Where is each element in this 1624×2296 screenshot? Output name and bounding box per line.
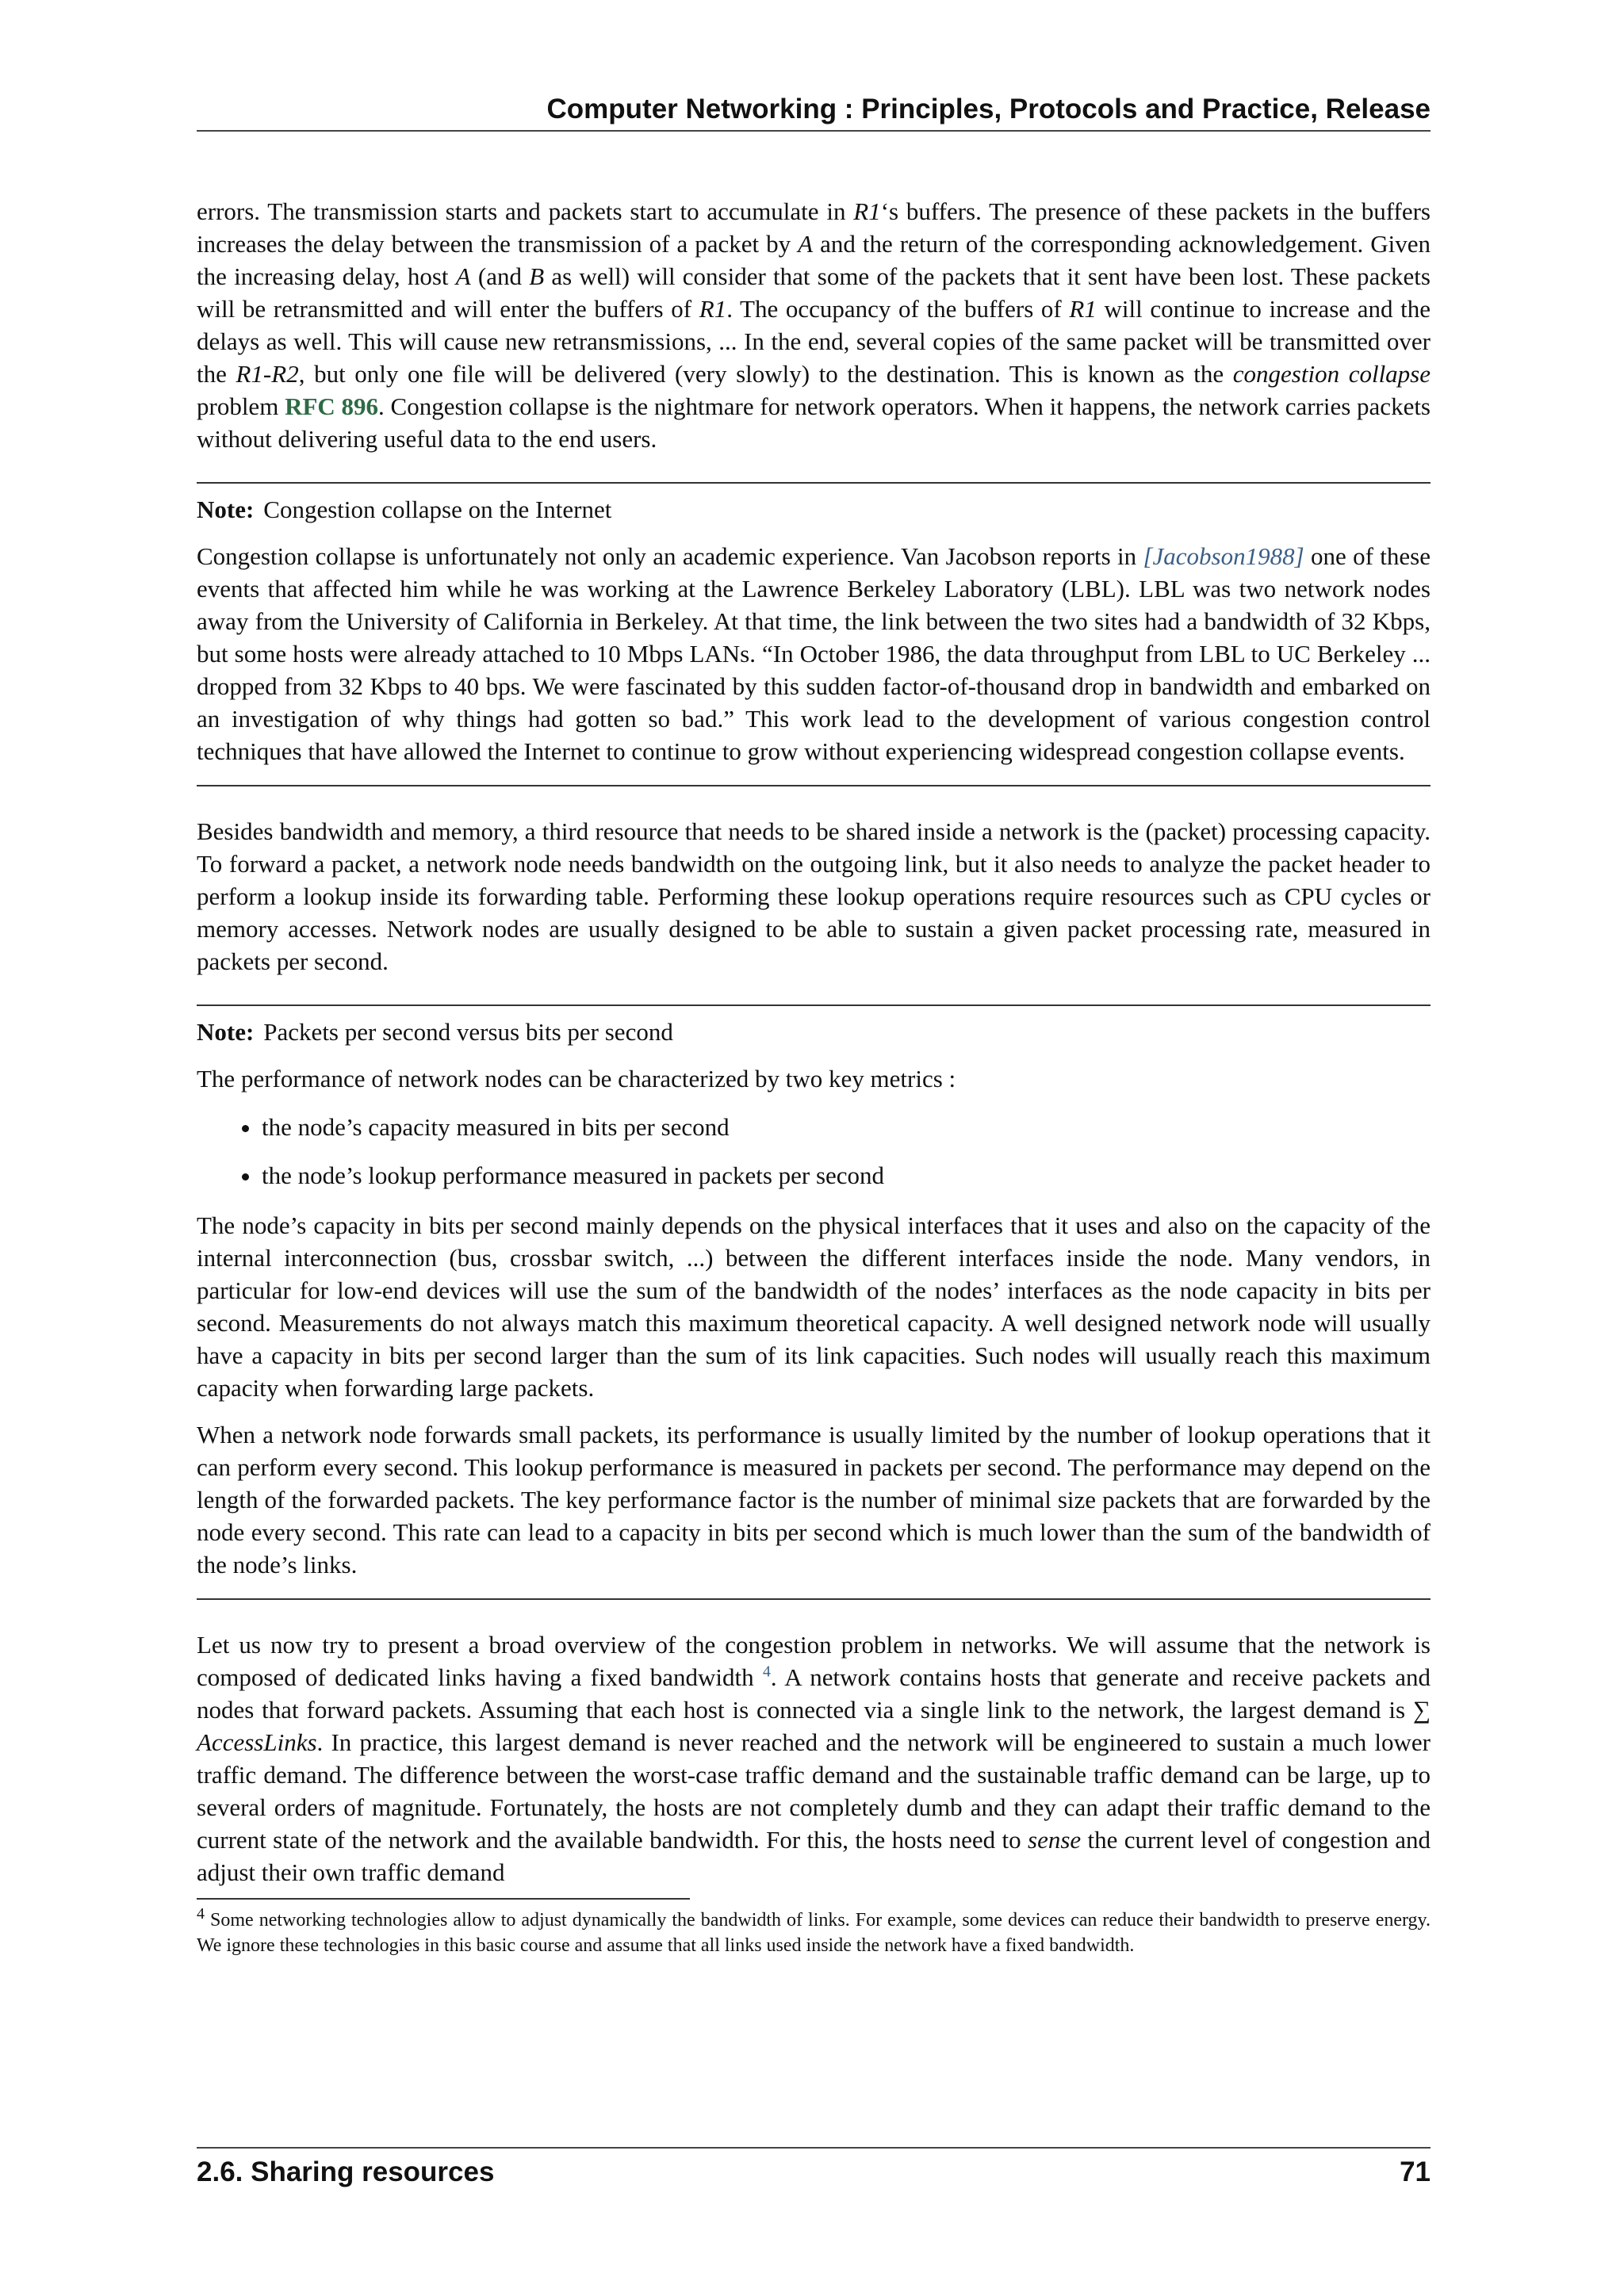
footnote-number: 4 xyxy=(197,1905,205,1923)
host-name: B xyxy=(529,262,545,290)
note-intro: The performance of network nodes can be characterized by two key metrics : xyxy=(197,1065,956,1093)
router-name: R1 xyxy=(699,295,727,323)
footnote-divider xyxy=(197,1898,690,1900)
text: . Congestion collapse is the nightmare for network operators. When it happens, the network carries packets without delivering useful data to the end users. xyxy=(197,392,1431,453)
text: problem xyxy=(197,392,285,420)
text: and the return of the corresponding acknowledgement. Given the increasing delay, host xyxy=(197,230,1431,290)
emphasis: sense xyxy=(1028,1826,1082,1854)
text: (and xyxy=(470,262,530,290)
host-name: A xyxy=(798,230,814,258)
note-label: Note: xyxy=(197,496,255,523)
math-expression: ∑ AccessLinks xyxy=(197,1696,1431,1756)
note-title xyxy=(197,1016,1431,1048)
paragraph-processing-capacity: Besides bandwidth and memory, a third resource that needs to be shared inside a network is the (packet) processing capacity. To forward a packet, a network node needs bandwidth on the outgoing link, but it also needs to analyze the packet header to perform a lookup inside its forwarding table. Performing these lookup operations require resources such as CPU cycles or memory accesses. Network nodes are usually designed to be able to sustain a given packet processing rate, measured in packets per second. xyxy=(197,817,1431,975)
running-footer xyxy=(197,2147,1431,2191)
emphasis: congestion collapse xyxy=(1232,360,1431,388)
page-number: 71 xyxy=(1400,2156,1431,2187)
text: one of these events that affected him while he was working at the Lawrence Berkeley Laboratory (LBL). LBL was two network nodes away from the University of California in Berkeley. At that time, the link between the two sites had a bandwidth of 32 Kbps, but some hosts were already attached to 10 Mbps LANs. “In October 1986, the data throughput from LBL to UC Berkeley ... dropped from 32 Kbps to 40 bps. We were fascinated by this sudden factor-of-thousand drop in bandwidth and embarked on an investigation of why things had gotten so bad.” This work lead to the development of various congestion control techniques that have allowed the Internet to continue to grow without experiencing widespread congestion collapse events. xyxy=(197,542,1431,765)
text: Let us now try to present a broad overview of the congestion problem in networks. We will assume that the network is composed of dedicated links having a fixed bandwidth xyxy=(197,1631,1431,1691)
router-name: R1 xyxy=(1069,295,1097,323)
rfc-link[interactable]: RFC 896 xyxy=(285,392,379,420)
host-name: A xyxy=(455,262,471,290)
paragraph-congestion-overview xyxy=(197,1628,1431,1888)
text: errors. The transmission starts and packets start to accumulate in xyxy=(197,197,854,225)
metrics-list xyxy=(197,1111,1431,1192)
note-label: Note: xyxy=(197,1018,255,1046)
router-name: R1 xyxy=(853,197,881,225)
text: ‘s buffers. The presence of these packets in the buffers increases the delay between the transmission of a packet by xyxy=(197,197,1431,258)
footnote xyxy=(197,1905,1431,1958)
note-box-congestion xyxy=(197,482,1431,786)
text: . A network contains hosts that generate and receive packets and nodes that forward packets. Assuming that each host is connected via a single link to the network, the largest demand is xyxy=(197,1663,1431,1724)
list-item: • the node’s lookup performance measured in packets per second xyxy=(262,1159,1431,1192)
paragraph-congestion-collapse xyxy=(197,195,1431,455)
text: Congestion collapse is unfortunately not only an academic experience. Van Jacobson reports in xyxy=(197,542,1143,570)
text: , but only one file will be delivered (very slowly) to the destination. This is known as the xyxy=(298,360,1233,388)
text: . In practice, this largest demand is never reached and the network will be engineered to sustain a much lower traffic demand. The difference between the worst-case traffic demand and the sustainable traffic demand can be large, up to several orders of magnitude. Fortunately, the hosts are not completely dumb and they can adapt their traffic demand to the current state of the network and the available bandwidth. For this, the hosts need to xyxy=(197,1728,1431,1854)
note-title xyxy=(197,493,1431,526)
citation-link[interactable]: [Jacobson1988] xyxy=(1143,542,1304,570)
header-title: Computer Networking : Principles, Protocols and Practice, Release xyxy=(546,94,1431,124)
footnote-reference[interactable]: 4 xyxy=(762,1663,771,1681)
note-paragraph: The node’s capacity in bits per second mainly depends on the physical interfaces that it uses and also on the capacity of the internal interconnection (bus, crossbar switch, ...) between the different interfaces inside the node. Many vendors, in particular for low-end devices will use the sum of the bandwidth of the nodes’ interfaces as the node capacity in bits per second. Measurements do not always match this maximum theoretical capacity. A well designed network node will usually have a capacity in bits per second larger than the sum of its link capacities. Such nodes will usually reach this maximum capacity when forwarding large packets. xyxy=(197,1211,1431,1402)
note-box-pps xyxy=(197,1004,1431,1600)
footnote-text: Some networking technologies allow to adjust dynamically the bandwidth of links. For example, some devices can reduce their bandwidth to preserve energy. We ignore these technologies in this basic course and assume that all links used inside the network have a fixed bandwidth. xyxy=(197,1910,1431,1956)
text: will continue to increase and the delays as well. This will cause new retransmissions, ... In the end, several copies of the same packet will be transmitted over the xyxy=(197,295,1431,388)
running-header xyxy=(197,89,1431,132)
note-heading: Packets per second versus bits per second xyxy=(263,1018,673,1046)
link-name: R1-R2 xyxy=(236,360,299,388)
note-paragraph xyxy=(197,540,1431,767)
text: the current level of congestion and adjust their own traffic demand xyxy=(197,1826,1431,1886)
body-content xyxy=(197,195,1431,1958)
text: as well) will consider that some of the packets that it sent have been lost. These packets will be retransmitted and will enter the buffers of xyxy=(197,262,1431,323)
note-paragraph: When a network node forwards small packets, its performance is usually limited by the number of lookup operations that it can perform every second. This lookup performance is measured in packets per second. The performance may depend on the length of the forwarded packets. The key performance factor is the number of minimal size packets that are forwarded by the node every second. This rate can lead to a capacity in bits per second which is much lower than the sum of the bandwidth of the node’s links. xyxy=(197,1421,1431,1578)
section-title: 2.6. Sharing resources xyxy=(197,2156,495,2187)
note-heading: Congestion collapse on the Internet xyxy=(263,496,612,523)
text: . The occupancy of the buffers of xyxy=(726,295,1070,323)
list-item: • the node’s capacity measured in bits per second xyxy=(262,1111,1431,1143)
